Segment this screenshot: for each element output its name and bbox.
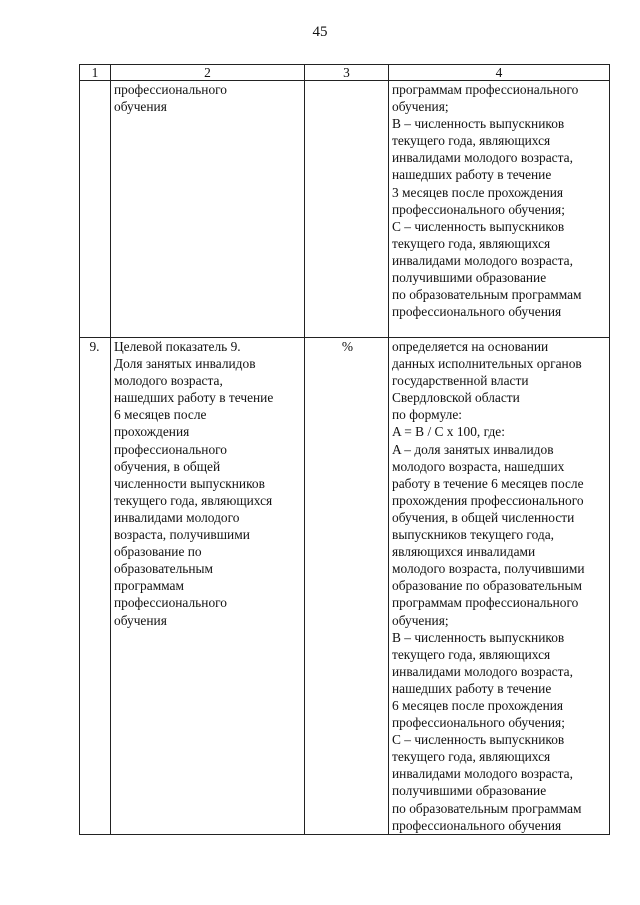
text-line: профессионального обучения;: [392, 715, 565, 731]
text-line: Целевой показатель 9.: [114, 339, 241, 354]
text-line: профессионального обучения: [392, 304, 562, 320]
text-line: нашедших работу в течение: [392, 680, 552, 696]
indicator-name-cell: [111, 338, 305, 835]
text-line: C – численность выпускников: [392, 732, 565, 748]
text-line: Свердловской области: [392, 390, 520, 406]
row-number-cell: 9.: [80, 338, 111, 835]
text-line: инвалидами молодого возраста,: [392, 150, 573, 166]
text-line: по образовательным программам: [392, 800, 582, 816]
text-line: образование по образовательным: [392, 578, 582, 594]
text-line: молодого возраста, нашедших: [392, 458, 565, 474]
text-line: обучения, в общей: [114, 458, 221, 474]
calculation-method-cell: [389, 81, 610, 338]
text-line: профессионального: [114, 595, 227, 611]
text-line: численности выпускников: [114, 475, 265, 491]
unit-cell: %: [305, 338, 389, 835]
text-line: обучения;: [392, 612, 449, 628]
text-line: профессионального: [114, 441, 227, 457]
text-line: 3 месяцев после прохождения: [392, 184, 564, 200]
text-line: инвалидами молодого: [114, 509, 240, 525]
text-line: обучения: [114, 612, 167, 628]
text-line: текущего года, являющихся: [392, 235, 551, 251]
text-line: текущего года, являющихся: [392, 749, 551, 765]
text-line: нашедших работу в течение: [114, 390, 274, 406]
text-line: программам профессионального: [392, 82, 579, 97]
text-line: обучения: [114, 99, 167, 115]
text-line: текущего года, являющихся: [392, 133, 551, 149]
text-line: прохождения: [114, 424, 190, 440]
text-line: C – численность выпускников: [392, 218, 565, 234]
row-number-cell: [80, 81, 111, 338]
text-line: инвалидами молодого возраста,: [392, 252, 573, 268]
text-line: A – доля занятых инвалидов: [392, 441, 554, 457]
text-line: инвалидами молодого возраста,: [392, 663, 573, 679]
text-line: текущего года, являющихся: [392, 646, 551, 662]
text-line: 6 месяцев после: [114, 407, 207, 423]
text-line: программам: [114, 578, 184, 594]
header-cell: 4: [389, 65, 610, 81]
text-line: являющихся инвалидами: [392, 544, 536, 560]
table-row: [80, 338, 610, 835]
text-line: обучения, в общей численности: [392, 509, 575, 525]
text-line: государственной власти: [392, 373, 529, 389]
text-line: профессионального обучения: [392, 817, 562, 833]
page-number: 45: [312, 24, 328, 40]
text-line: нашедших работу в течение: [392, 167, 552, 183]
calculation-method-cell: [389, 338, 610, 835]
header-cell: 1: [80, 65, 111, 81]
text-line: молодого возраста,: [114, 373, 223, 389]
text-line: получившими образование: [392, 783, 547, 799]
text-line: выпускников текущего года,: [392, 527, 554, 543]
text-line: данных исполнительных органов: [392, 356, 582, 372]
text-line: молодого возраста, получившими: [392, 561, 585, 577]
text-line: B – численность выпускников: [392, 629, 565, 645]
text-line: определяется на основании: [392, 339, 549, 354]
text-line: текущего года, являющихся: [114, 492, 273, 508]
text-line: A = B / C x 100, где:: [392, 424, 505, 440]
text-line: профессионального обучения;: [392, 201, 565, 217]
text-line: программам профессионального: [392, 595, 579, 611]
text-line: получившими образование: [392, 270, 547, 286]
text-line: образование по: [114, 544, 202, 560]
text-line: по образовательным программам: [392, 287, 582, 303]
text-line: 6 месяцев после прохождения: [392, 697, 564, 713]
text-line: профессионального: [114, 82, 227, 97]
indicator-name-cell: [111, 81, 305, 338]
text-line: по формуле:: [392, 407, 462, 423]
header-cell: 2: [111, 65, 305, 81]
text-line: инвалидами молодого возраста,: [392, 766, 573, 782]
indicator-table: [79, 64, 610, 835]
text-line: образовательным: [114, 561, 214, 577]
header-cell: 3: [305, 65, 389, 81]
text-line: работу в течение 6 месяцев после: [392, 475, 584, 491]
text-line: обучения;: [392, 99, 449, 115]
unit-cell: [305, 81, 389, 338]
table-row: [80, 81, 610, 338]
text-line: возраста, получившими: [114, 527, 250, 543]
text-line: прохождения профессионального: [392, 492, 584, 508]
table-header-row: [80, 65, 610, 81]
text-line: Доля занятых инвалидов: [114, 356, 256, 372]
text-line: B – численность выпускников: [392, 116, 565, 132]
